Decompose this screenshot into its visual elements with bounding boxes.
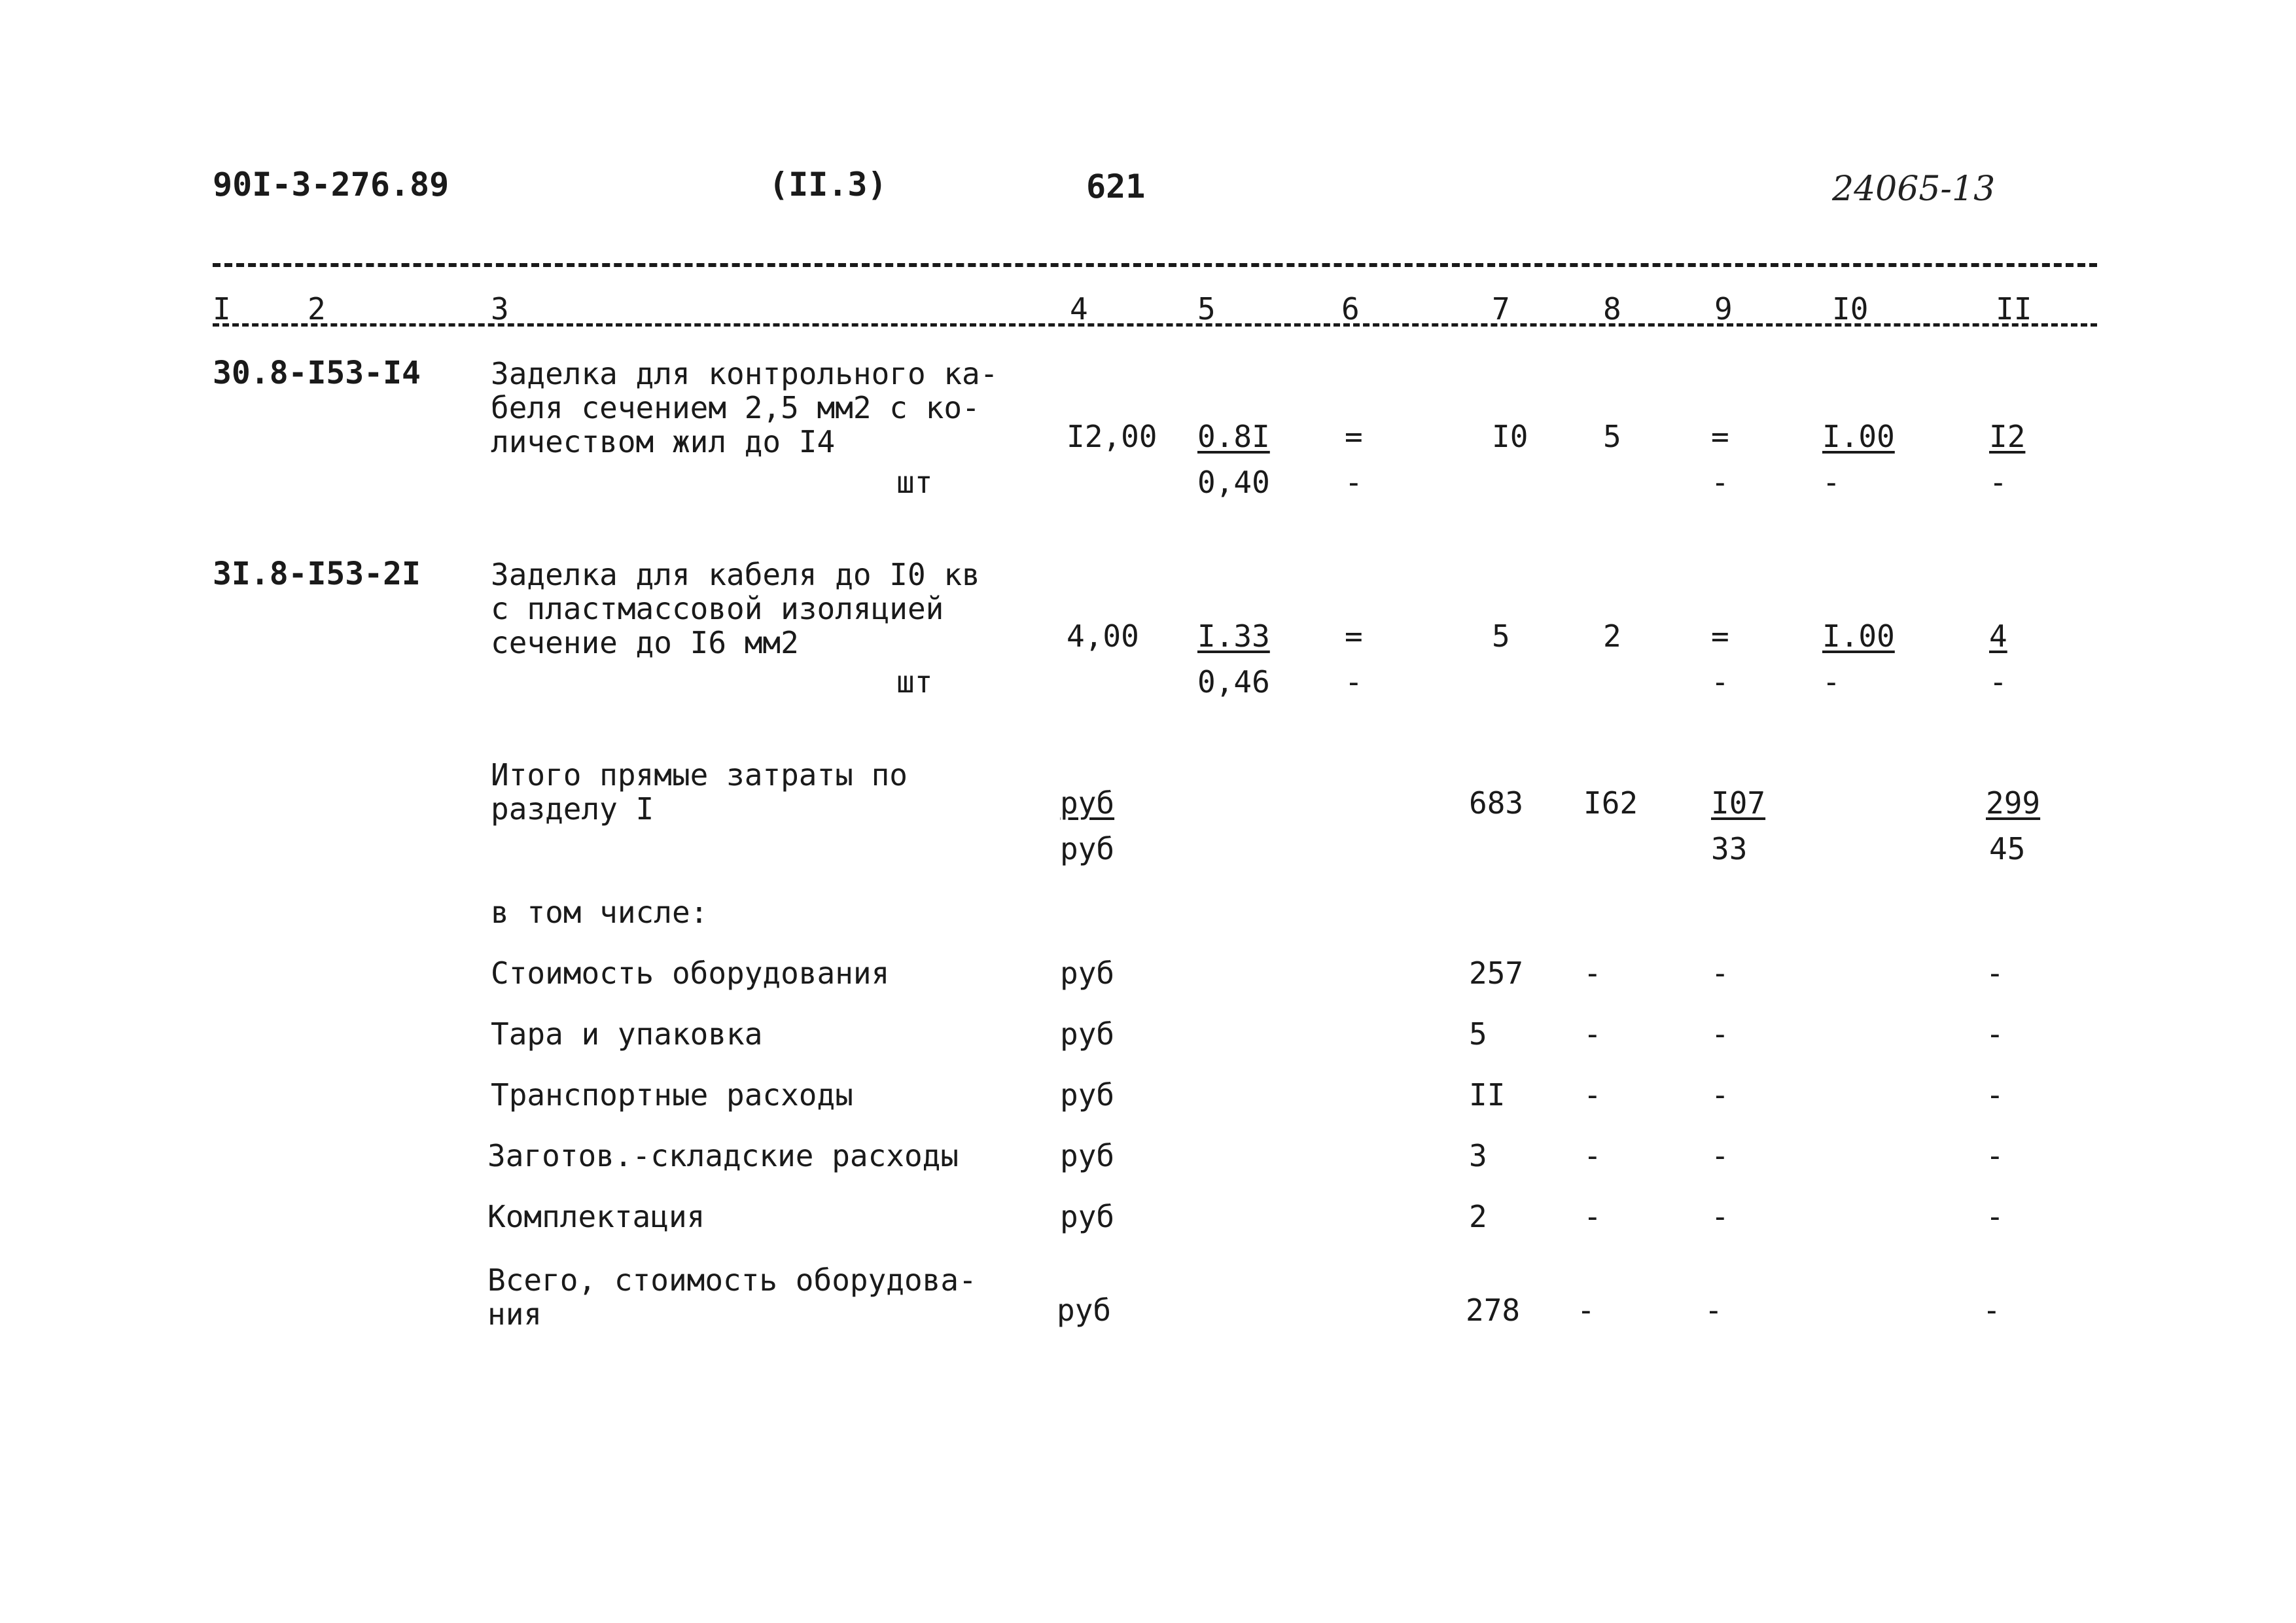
breakdown-label: Заготов.-складские расходы	[487, 1138, 959, 1173]
row-code: 30.8-I53-I4	[213, 355, 421, 391]
col-3: 3	[491, 291, 509, 327]
breakdown-c8: -	[1583, 955, 1602, 991]
breakdown-c7: 3	[1469, 1138, 1487, 1173]
column-header-rule	[213, 323, 2097, 327]
row-c7: 5	[1492, 618, 1510, 654]
row-c9-bottom: -	[1711, 664, 1729, 700]
breakdown-c11: -	[1986, 1016, 2004, 1052]
totals-c9-bottom: 33	[1711, 831, 1748, 866]
row-c9-top: =	[1711, 419, 1729, 454]
row-c11-top: I2	[1989, 419, 2026, 454]
row-code: 3I.8-I53-2I	[213, 556, 421, 592]
col-8: 8	[1603, 291, 1621, 327]
grand-total-c8: -	[1577, 1293, 1595, 1328]
breakdown-c9: -	[1711, 1016, 1729, 1052]
row-c9-top: =	[1711, 618, 1729, 654]
totals-c8: I62	[1583, 785, 1638, 821]
breakdown-unit: руб	[1060, 1077, 1115, 1113]
row-c5-bottom: 0,46	[1197, 664, 1270, 700]
row-c10-bottom: -	[1822, 664, 1841, 700]
row-c6-top: =	[1345, 618, 1363, 654]
breakdown-unit: руб	[1060, 1016, 1115, 1052]
col-10: I0	[1832, 291, 1869, 327]
breakdown-unit: руб	[1060, 1199, 1115, 1234]
breakdown-label: Стоимость оборудования	[491, 955, 890, 991]
row-c6-bottom: -	[1345, 664, 1363, 700]
row-c5-top: I.33	[1197, 618, 1270, 654]
page-number: 621	[1086, 168, 1146, 205]
breakdown-c9: -	[1711, 955, 1729, 991]
grand-total-unit: руб	[1057, 1293, 1112, 1328]
row-c5-top: 0.8I	[1197, 419, 1270, 454]
col-6: 6	[1341, 291, 1360, 327]
col-1: I	[213, 291, 231, 327]
row-c7: I0	[1492, 419, 1528, 454]
row-c11-bottom: -	[1989, 664, 2007, 700]
breakdown-c8: -	[1583, 1138, 1602, 1173]
breakdown-c7: 2	[1469, 1199, 1487, 1234]
breakdown-label: Транспортные расходы	[491, 1077, 853, 1113]
breakdown-c7: 257	[1469, 955, 1524, 991]
col-4: 4	[1070, 291, 1088, 327]
totals-c9-top: I07	[1711, 785, 1766, 821]
grand-total-c7: 278	[1466, 1293, 1521, 1328]
breakdown-c9: -	[1711, 1199, 1729, 1234]
breakdown-c7: 5	[1469, 1016, 1487, 1052]
breakdown-c11: -	[1986, 1199, 2004, 1234]
breakdown-c11: -	[1986, 955, 2004, 991]
breakdown-c9: -	[1711, 1138, 1729, 1173]
grand-total-c9: -	[1704, 1293, 1723, 1328]
grand-total-c11: -	[1983, 1293, 2001, 1328]
totals-unit-top: руб	[1060, 785, 1115, 821]
row-c5-bottom: 0,40	[1197, 465, 1270, 500]
row-c8: 5	[1603, 419, 1621, 454]
row-c11-bottom: -	[1989, 465, 2007, 500]
row-c6-top: =	[1345, 419, 1363, 454]
col-9: 9	[1714, 291, 1733, 327]
totals-c7: 683	[1469, 785, 1524, 821]
breakdown-c9: -	[1711, 1077, 1729, 1113]
breakdown-c11: -	[1986, 1138, 2004, 1173]
breakdown-label: Комплектация	[487, 1199, 705, 1234]
top-dashed-rule	[213, 263, 2097, 267]
totals-unit-bottom: руб	[1060, 831, 1115, 866]
breakdown-unit: руб	[1060, 955, 1115, 991]
row-description: Заделка для кабеля до I0 кв с пластмассовой изоляцией сечение до I6 мм2	[491, 557, 980, 660]
row-unit: шт	[896, 465, 933, 500]
totals-c11-top: 299	[1986, 785, 2041, 821]
row-c10-bottom: -	[1822, 465, 1841, 500]
breakdown-c8: -	[1583, 1199, 1602, 1234]
breakdown-c7: II	[1469, 1077, 1506, 1113]
row-c9-bottom: -	[1711, 465, 1729, 500]
row-unit: шт	[896, 664, 933, 700]
breakdown-c8: -	[1583, 1077, 1602, 1113]
row-c6-bottom: -	[1345, 465, 1363, 500]
breakdown-c8: -	[1583, 1016, 1602, 1052]
row-c11-top: 4	[1989, 618, 2007, 654]
including-label: в том числе:	[491, 895, 709, 930]
row-c4: I2,00	[1067, 419, 1157, 454]
row-c4: 4,00	[1067, 618, 1139, 654]
document-number: 90I-3-276.89	[213, 166, 450, 204]
row-c10-top: I.00	[1822, 419, 1895, 454]
handwritten-number: 24065-13	[1832, 169, 1996, 209]
col-5: 5	[1197, 291, 1216, 327]
row-c10-top: I.00	[1822, 618, 1895, 654]
col-11: II	[1996, 291, 2032, 327]
breakdown-unit: руб	[1060, 1138, 1115, 1173]
row-description: Заделка для контрольного ка- беля сечением 2,5 мм2 с ко- личеством жил до I4	[491, 356, 998, 459]
section-number: (II.3)	[769, 166, 887, 204]
grand-total-label: Всего, стоимость оборудова- ния	[487, 1262, 977, 1332]
totals-c11-bottom: 45	[1989, 831, 2026, 866]
breakdown-c11: -	[1986, 1077, 2004, 1113]
col-2: 2	[308, 291, 326, 327]
row-c8: 2	[1603, 618, 1621, 654]
col-7: 7	[1492, 291, 1510, 327]
totals-label: Итого прямые затраты по разделу I	[491, 757, 908, 827]
breakdown-label: Тара и упаковка	[491, 1016, 763, 1052]
